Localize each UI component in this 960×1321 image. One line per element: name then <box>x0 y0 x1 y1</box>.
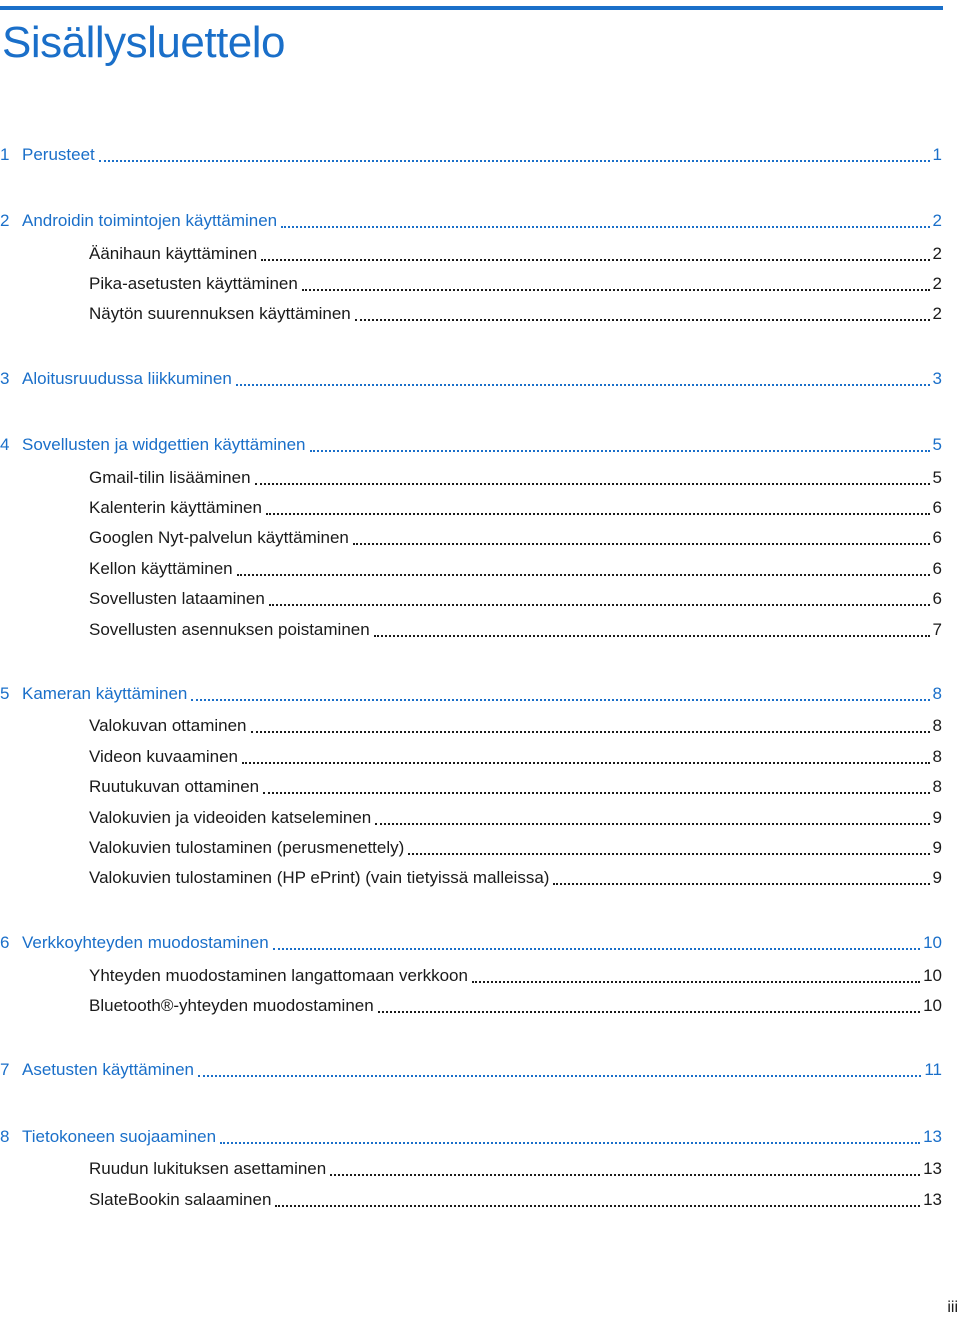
toc-chapter-7[interactable] <box>0 1058 942 1082</box>
toc-section[interactable] <box>89 526 942 550</box>
page-ref: 3 <box>932 369 942 388</box>
dot-leader <box>553 883 929 885</box>
chapter-number: 1 <box>0 145 10 164</box>
page-ref: 10 <box>923 996 942 1015</box>
page-ref: 9 <box>932 838 942 857</box>
toc-section[interactable] <box>89 496 942 520</box>
dot-leader <box>330 1174 920 1176</box>
dot-leader <box>99 160 930 162</box>
toc-section[interactable] <box>89 745 942 769</box>
dot-leader <box>242 762 930 764</box>
dot-leader <box>261 259 929 261</box>
page-ref: 13 <box>923 1127 942 1146</box>
dot-leader <box>302 289 930 291</box>
chapter-number: 8 <box>0 1127 10 1146</box>
page-ref: 8 <box>932 747 942 766</box>
dot-leader <box>353 543 930 545</box>
dot-leader <box>408 853 929 855</box>
section-title: Valokuvien tulostaminen (HP ePrint) (vain tietyissä malleissa) <box>89 868 550 887</box>
chapter-number: 5 <box>0 684 10 703</box>
toc-section[interactable] <box>89 994 942 1018</box>
toc-section[interactable] <box>89 806 942 830</box>
chapter-number: 7 <box>0 1060 10 1079</box>
section-title: Valokuvien tulostaminen (perusmenettely) <box>89 838 405 857</box>
dot-leader <box>355 319 930 321</box>
chapter-number: 2 <box>0 211 10 230</box>
chapter-title: Perusteet <box>22 145 95 164</box>
dot-leader <box>266 513 930 515</box>
section-title: Kellon käyttäminen <box>89 559 233 578</box>
chapter-title: Sovellusten ja widgettien käyttäminen <box>22 435 306 454</box>
toc-section[interactable] <box>89 557 942 581</box>
page-ref: 8 <box>932 777 942 796</box>
toc-section[interactable] <box>89 866 942 890</box>
page-ref: 8 <box>932 684 942 703</box>
page-ref: 1 <box>932 145 942 164</box>
page-ref: 13 <box>923 1190 942 1209</box>
section-title: Bluetooth®-yhteyden muodostaminen <box>89 996 374 1015</box>
dot-leader <box>251 731 930 733</box>
section-title: Äänihaun käyttäminen <box>89 244 258 263</box>
toc-section[interactable] <box>89 836 942 860</box>
section-title: Yhteyden muodostaminen langattomaan verkkoon <box>89 966 468 985</box>
dot-leader <box>472 981 920 983</box>
dot-leader <box>281 226 929 228</box>
toc-chapter-5[interactable] <box>0 682 942 706</box>
toc-section[interactable] <box>89 714 942 738</box>
chapter-number: 6 <box>0 933 10 952</box>
page-ref: 5 <box>932 468 942 487</box>
chapter-title: Tietokoneen suojaaminen <box>22 1127 217 1146</box>
toc-chapter-6[interactable] <box>0 931 942 955</box>
section-title: Pika-asetusten käyttäminen <box>89 274 298 293</box>
section-title: Kalenterin käyttäminen <box>89 498 262 517</box>
dot-leader <box>236 384 930 386</box>
section-title: Googlen Nyt-palvelun käyttäminen <box>89 528 349 547</box>
page-ref: 6 <box>932 559 942 578</box>
page-ref: 2 <box>932 304 942 323</box>
page-number: iii <box>947 1299 958 1316</box>
dot-leader <box>275 1205 920 1207</box>
page-ref: 8 <box>932 716 942 735</box>
dot-leader <box>375 823 929 825</box>
chapter-title: Kameran käyttäminen <box>22 684 188 703</box>
toc-section[interactable] <box>89 272 942 296</box>
toc-section[interactable] <box>89 242 942 266</box>
page-ref: 6 <box>932 589 942 608</box>
section-title: Sovellusten lataaminen <box>89 589 265 608</box>
page-ref: 11 <box>924 1060 942 1079</box>
page-ref: 5 <box>932 435 942 454</box>
dot-leader <box>310 450 930 452</box>
dot-leader <box>255 483 930 485</box>
toc-chapter-4[interactable] <box>0 433 942 457</box>
toc-chapter-1[interactable] <box>0 143 942 167</box>
toc-section[interactable] <box>89 466 942 490</box>
dot-leader <box>237 574 930 576</box>
page-ref: 6 <box>932 498 942 517</box>
chapter-title: Asetusten käyttäminen <box>22 1060 194 1079</box>
chapter-title: Aloitusruudussa liikkuminen <box>22 369 232 388</box>
page-ref: 9 <box>932 868 942 887</box>
section-title: Ruudun lukituksen asettaminen <box>89 1159 327 1178</box>
section-title: Videon kuvaaminen <box>89 747 239 766</box>
section-title: SlateBookin salaaminen <box>89 1190 272 1209</box>
page-title: Sisällysluettelo <box>2 18 286 67</box>
dot-leader <box>374 635 930 637</box>
page-ref: 10 <box>923 933 942 952</box>
page-ref: 2 <box>932 211 942 230</box>
section-title: Sovellusten asennuksen poistaminen <box>89 620 370 639</box>
section-title: Näytön suurennuksen käyttäminen <box>89 304 351 323</box>
section-title: Valokuvan ottaminen <box>89 716 247 735</box>
chapter-number: 4 <box>0 435 10 454</box>
dot-leader <box>378 1011 920 1013</box>
chapter-title: Androidin toimintojen käyttäminen <box>22 211 278 230</box>
dot-leader <box>220 1142 920 1144</box>
toc-section[interactable] <box>89 587 942 611</box>
dot-leader <box>269 604 930 606</box>
toc-section[interactable] <box>89 964 942 988</box>
section-title: Valokuvien ja videoiden katseleminen <box>89 808 372 827</box>
page-ref: 2 <box>932 274 942 293</box>
section-title: Gmail-tilin lisääminen <box>89 468 251 487</box>
page-ref: 13 <box>923 1159 942 1178</box>
toc-chapter-2[interactable] <box>0 209 942 233</box>
section-title: Ruutukuvan ottaminen <box>89 777 260 796</box>
page-ref: 6 <box>932 528 942 547</box>
page-ref: 7 <box>932 620 942 639</box>
chapter-title: Verkkoyhteyden muodostaminen <box>22 933 269 952</box>
dot-leader <box>191 699 929 701</box>
page-ref: 10 <box>923 966 942 985</box>
toc-section[interactable] <box>89 775 942 799</box>
dot-leader <box>198 1075 921 1077</box>
chapter-number: 3 <box>0 369 10 388</box>
toc-chapter-8[interactable] <box>0 1125 942 1149</box>
dot-leader <box>273 948 920 950</box>
toc-chapter-3[interactable] <box>0 367 942 391</box>
page-ref: 2 <box>932 244 942 263</box>
dot-leader <box>263 792 929 794</box>
toc-section[interactable] <box>89 1157 942 1181</box>
toc-section[interactable] <box>89 618 942 642</box>
toc-section[interactable] <box>89 1188 942 1212</box>
page-ref: 9 <box>932 808 942 827</box>
toc-section[interactable] <box>89 302 942 326</box>
